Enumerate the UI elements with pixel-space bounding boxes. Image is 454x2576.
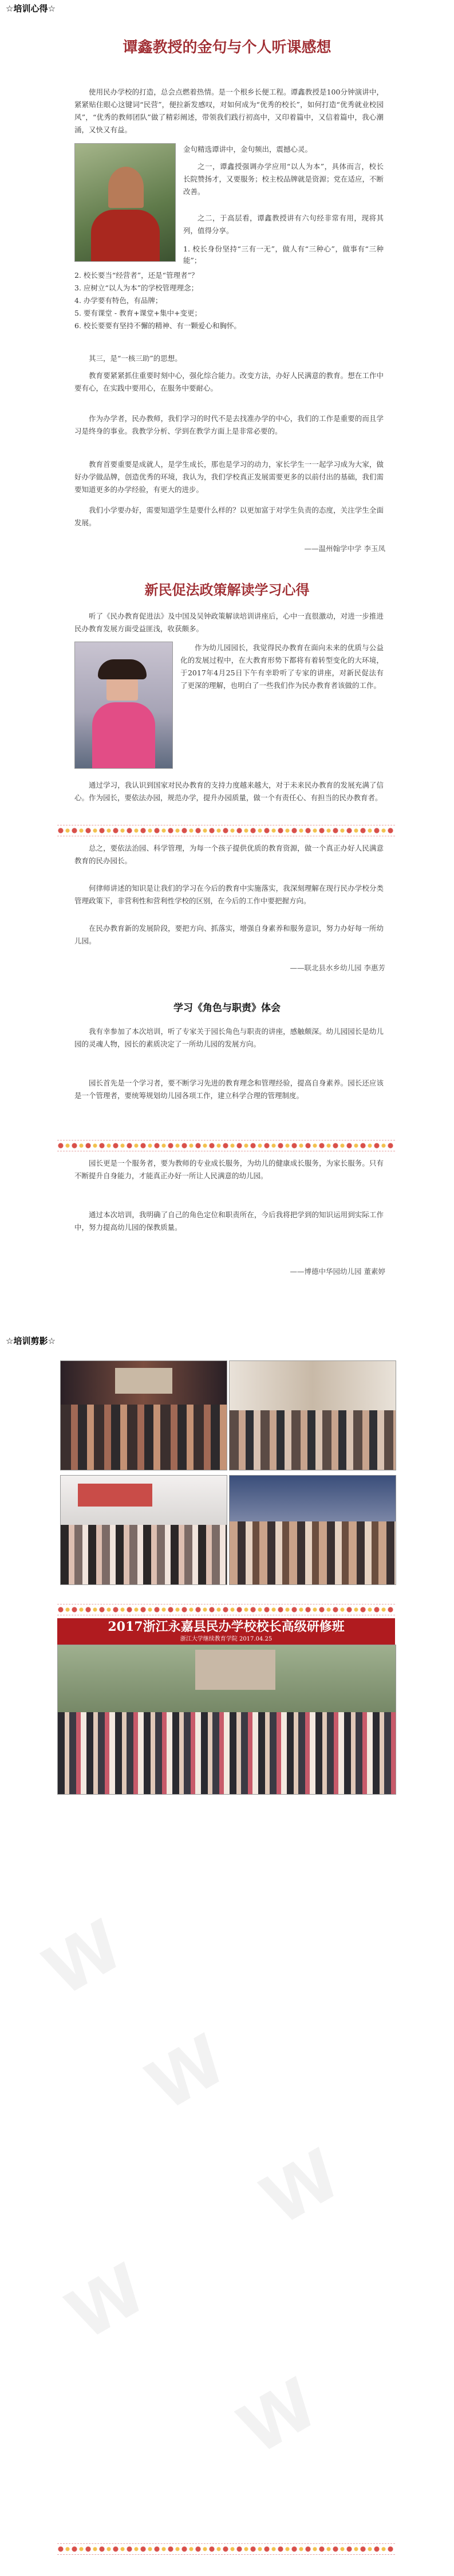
banner-subtitle: 浙江大学继续教育学院 2017.04.25 <box>180 1636 273 1642</box>
list-item: 2. 校长要当“经营者”，还是“管理者”？ <box>74 271 199 280</box>
article-title: 新民促法政策解读学习心得 <box>144 581 310 598</box>
list-item: 3. 应树立“以人为本”的学校管理理念； <box>74 284 199 292</box>
article-paragraph: 何律师讲述的知识是让我们的学习在今后的教育中实施落实，我深刻理解在现行民办学校分类管理政策下，非营利性和营利性学校的区别，在今后的工作中要把握方向。 <box>74 884 384 905</box>
quote-paragraph: 之二，于高层看，谭鑫教授讲有六句经非常有用，现将其列，值得分享。 <box>183 214 384 235</box>
banner-title: 2017浙江永嘉县民办学校校长高级研修班 <box>108 1619 345 1634</box>
list-item: 1. 校长身份坚持“三有一无”，做人有“三种心”，做事有“三种能”； <box>183 245 384 265</box>
article-paragraph: 我有幸参加了本次培训，听了专家关于园长角色与职责的讲座，感触颇深。幼儿园园长是幼儿园的灵魂人物，园长的素质决定了一所幼儿园的发展方向。 <box>74 1027 384 1048</box>
watermark: W <box>54 2249 160 2356</box>
decorative-divider <box>57 1140 395 1151</box>
article-paragraph: 听了《民办教育促进法》及中国及吴钟政策解读培训讲座后，心中一直很激动，对进一步推进民办教育发展方面受益匪浅，收获颇多。 <box>74 612 384 633</box>
training-photo <box>60 1475 227 1585</box>
article-paragraph: 作为办学者，民办教师，我们学习的时代不是去找准办学的中心，我们的工作是重要的而且学习是终身的事业。我教学分析、学到在教学方面上是非常必要的。 <box>74 414 384 435</box>
group-photo-banner <box>57 1618 395 1645</box>
author-photo <box>74 642 173 769</box>
article-paragraph: 使用民办学校的打造，总会点燃着热情。是一个根乡长便工程。谭鑫教授是100分钟演讲中，紧紧贴住眼心这键词“民营”，便拉新发感叹，对如何成为“优秀的校长”，如何打造“优秀就业校园风”，“优秀的教师团队”做了精彩阐述，带领我们践行初高中，又印着篇中，又信着篇中，我心潮涌，又快又有益。 <box>74 88 384 134</box>
teacher-portrait-photo <box>74 143 176 262</box>
decorative-divider <box>57 1604 395 1615</box>
list-item: 4. 办学要有特色，有品牌； <box>74 296 163 305</box>
points-list-continued <box>74 269 384 332</box>
article-paragraph: 园长首先是一个学习者，要不断学习先进的教育理念和管理经验，提高自身素养。园长还应该是一个管理者，要统筹规划幼儿园各项工作，建立科学合理的管理制度。 <box>74 1079 384 1100</box>
article-paragraph: 教育要紧紧抓住重要时刻中心，强化综合能力。改变方法，办好人民满意的教育。想在工作中要有心，在实践中要用心，在服务中要耐心。 <box>74 371 384 392</box>
article-paragraph: 作为幼儿园园长，我觉得民办教育在面向未来的优质与公益化的发展过程中，在大教育形势下都将有着转型变化的大环境，于2017年4月25日下午有幸聆听了专家的讲座，对新民促法有了更深的理解，也明白了一些我们作为民办教育者该做的工作。 <box>180 643 384 690</box>
section-title-training-notes: ☆培训心得☆ <box>6 3 56 14</box>
watermark: W <box>31 1905 137 2012</box>
points-list <box>183 243 384 266</box>
article-paragraph: 教育首要重要是成就人，是学生成长，那也是学习的动力，家长学生一一起学习成为大家，做好办学做品牌，创造优秀的环境，我认为，我们学校真正发展需要更多的以前付出的基础，我们需要知道更多的办学经验，有更大的进步。 <box>74 460 384 494</box>
article-paragraph: 其三，是“一核三助”的思想。 <box>89 354 182 363</box>
training-photo <box>229 1475 396 1585</box>
article-title: 学习《角色与职责》体会 <box>173 1002 281 1014</box>
article-paragraph: 我们小学要办好，需要知道学生是要什么样的？以更加富于对学生负责的态度，关注学生全面发展。 <box>74 506 384 527</box>
author-signature: ——联北县水乡幼儿园 李惠芳 <box>290 963 385 972</box>
author-signature: ——温州翰学中学 李玉凤 <box>304 544 385 553</box>
decorative-divider <box>57 825 395 836</box>
article-paragraph: 通过本次培训，我明确了自己的角色定位和职责所在，今后我将把学到的知识运用到实际工作中，努力提高幼儿园的保教质量。 <box>74 1210 384 1232</box>
article-title: 谭鑫教授的金句与个人听课感想 <box>123 39 331 56</box>
quote-heading: 金句精选谭讲中，金句频出，震撼心灵。 <box>183 145 313 154</box>
training-photo <box>229 1360 396 1470</box>
article-paragraph: 通过学习，我认识到国家对民办教育的支持力度越来越大，对于未来民办教育的发展充满了信心。作为园长，要依法办园，规范办学，提升办园质量，做一个有责任心、有担当的民办教育者。 <box>74 781 384 802</box>
article-paragraph: 在民办教育新的发展阶段，要把方向、抓落实，增强自身素养和服务意识，努力办好每一所幼儿园。 <box>74 924 384 945</box>
list-item: 6. 校长要要有坚持不懈的精神、有一颗爱心和胸怀。 <box>74 321 241 330</box>
quote-paragraph: 之一，谭鑫授强调办学应用“以人为本”，具体而言，校长长院赞扬才，又要服务；校主校品牌就是资源；党在适应，不断改善。 <box>183 162 384 196</box>
list-item: 5. 要有课堂 - 教育+课堂+集中+变更； <box>74 309 202 317</box>
watermark: W <box>248 2134 354 2241</box>
group-photo <box>57 1645 396 1795</box>
article-paragraph: 总之，要依法治园、科学管理，为每一个孩子提供优质的教育资源，做一个真正办好人民满意教育的民办园长。 <box>74 844 384 865</box>
watermark: W <box>134 2020 240 2127</box>
watermark: W <box>226 2363 331 2471</box>
training-photo <box>60 1360 227 1470</box>
article-paragraph: 园长更是一个服务者，要为教师的专业成长服务，为幼儿的健康成长服务，为家长服务。只有不断提升自身能力，才能真正办好一所让人民满意的幼儿园。 <box>74 1159 384 1180</box>
decorative-divider <box>57 2543 395 2555</box>
author-signature: ——博德中华园幼儿园 董素婷 <box>290 1267 385 1276</box>
section-title-training-photos: ☆培训剪影☆ <box>6 1336 56 1346</box>
